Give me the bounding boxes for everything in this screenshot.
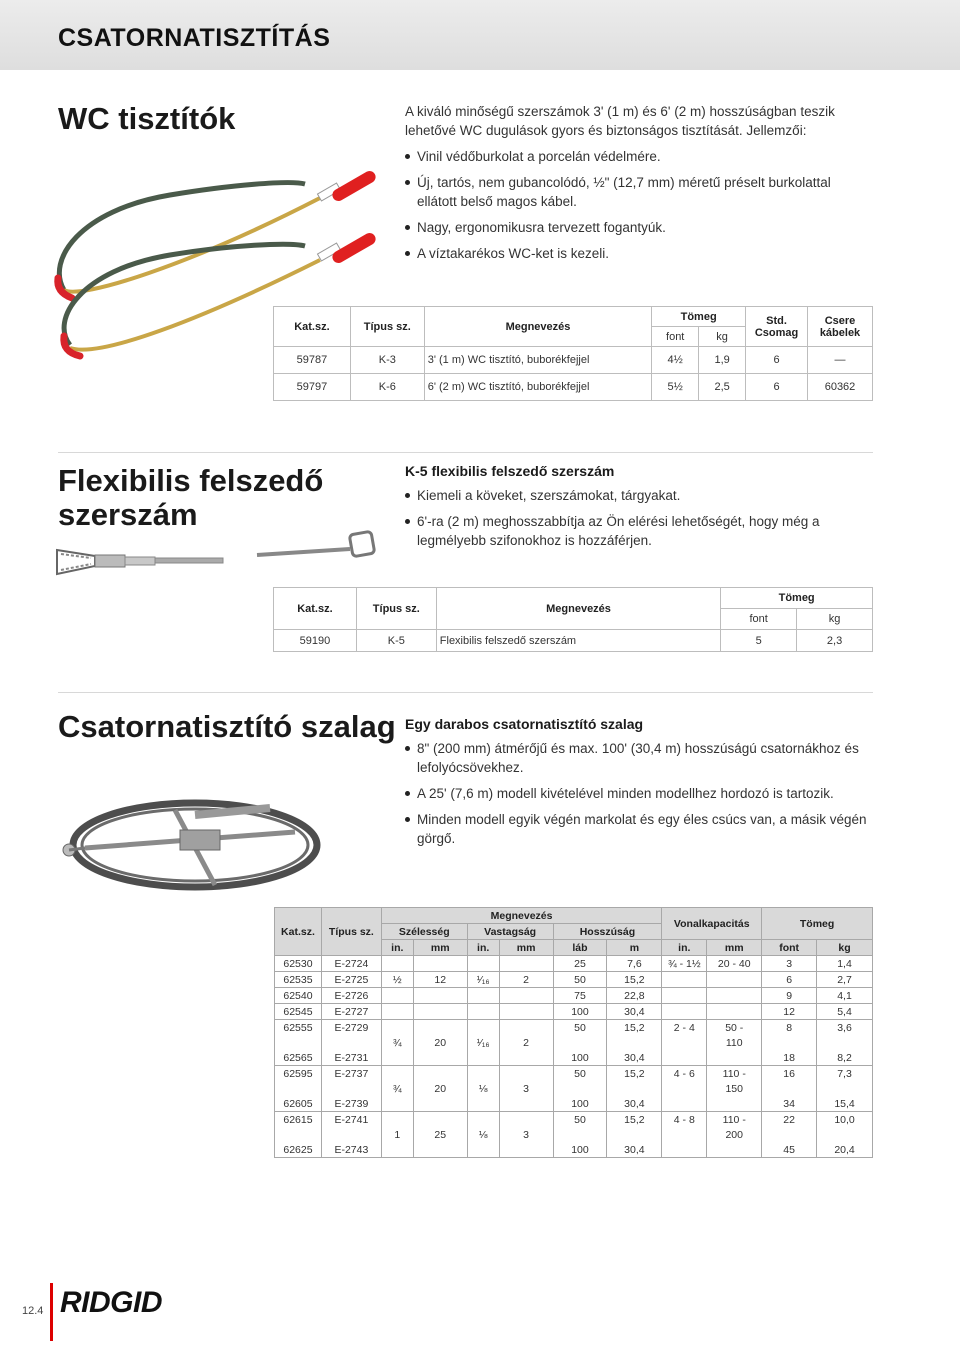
table-cell: 62535 bbox=[275, 972, 322, 988]
table-cell bbox=[662, 1142, 707, 1158]
table-cell: 20,4 bbox=[817, 1142, 873, 1158]
table-cell bbox=[817, 1127, 873, 1142]
section-title-wc: WC tisztítók bbox=[58, 101, 236, 136]
table-cell bbox=[275, 1127, 322, 1142]
col-header-kg: kg bbox=[699, 327, 746, 347]
table-row bbox=[275, 1004, 873, 1020]
table-cell: 15,2 bbox=[607, 972, 662, 988]
table-cell bbox=[381, 1096, 413, 1112]
table-cell bbox=[607, 1035, 662, 1050]
unit-header: in. bbox=[381, 940, 413, 956]
tape-description bbox=[405, 716, 875, 848]
cable-upper bbox=[59, 183, 305, 290]
table-cell bbox=[762, 1081, 817, 1096]
table-cell: 3,6 bbox=[817, 1020, 873, 1036]
flex-description bbox=[405, 463, 865, 550]
tape-bullet: 8" (200 mm) átmérőjű és max. 100' (30,4 m) hosszúságú csatornákhoz és lefolyócsövekhez. bbox=[405, 739, 875, 777]
unit-header: m bbox=[607, 940, 662, 956]
flex-bullet-list bbox=[405, 486, 865, 550]
table-cell bbox=[321, 1081, 381, 1096]
tape-subtitle: Egy darabos csatornatisztító szalag bbox=[405, 716, 644, 732]
table-cell: 7,6 bbox=[607, 956, 662, 972]
table-cell bbox=[662, 1004, 707, 1020]
pickup-claw-image bbox=[55, 540, 225, 582]
unit-header: in. bbox=[467, 940, 499, 956]
col-header-font: font bbox=[721, 609, 797, 630]
table-cell: 15,2 bbox=[607, 1020, 662, 1036]
header-band bbox=[0, 0, 960, 70]
table-cell bbox=[413, 1096, 467, 1112]
table-cell: 15,2 bbox=[607, 1112, 662, 1128]
table-cell bbox=[762, 1127, 817, 1142]
wc-bullet: Új, tartós, nem gubancolódó, ½" (12,7 mm) méretű préselt burkolattal ellátott belső magos kábel. bbox=[405, 173, 865, 211]
table-cell bbox=[467, 1096, 499, 1112]
table-cell bbox=[321, 1035, 381, 1050]
table-cell bbox=[662, 1035, 707, 1050]
table-row bbox=[275, 988, 873, 1004]
table-cell: E-2743 bbox=[321, 1142, 381, 1158]
page-number: 12.4 bbox=[22, 1305, 44, 1317]
table-cell bbox=[707, 1004, 762, 1020]
page-title: CSATORNATISZTÍTÁS bbox=[58, 24, 331, 52]
table-cell bbox=[381, 956, 413, 972]
table-row: 59787 K-3 3' (1 m) WC tisztító, buborékfejjel 4½ 1,9 6 — bbox=[274, 347, 873, 374]
table-cell: E-2739 bbox=[321, 1096, 381, 1112]
col-header-kat: Kat.sz. bbox=[274, 588, 357, 630]
unit-header: in. bbox=[662, 940, 707, 956]
table-cell: 62540 bbox=[275, 988, 322, 1004]
tape-spec-table bbox=[274, 907, 873, 1158]
table-cell bbox=[707, 1142, 762, 1158]
table-cell bbox=[321, 1127, 381, 1142]
table-row bbox=[275, 1142, 873, 1158]
table-cell bbox=[413, 1142, 467, 1158]
sewer-tape-image bbox=[55, 790, 325, 900]
section-title-tape: Csatornatisztító szalag bbox=[58, 709, 396, 744]
table-cell: 100 bbox=[553, 1096, 607, 1112]
table-cell: 30,4 bbox=[607, 1142, 662, 1158]
table-cell: 110 - bbox=[707, 1066, 762, 1082]
table-cell: 16 bbox=[762, 1066, 817, 1082]
table-cell bbox=[499, 1066, 553, 1082]
col-header-tipus: Típus sz. bbox=[321, 908, 381, 956]
table-cell: 2 - 4 bbox=[662, 1020, 707, 1036]
table-cell bbox=[707, 972, 762, 988]
table-cell: 62565 bbox=[275, 1050, 322, 1066]
wc-bullet: Vinil védőburkolat a porcelán védelmére. bbox=[405, 147, 865, 166]
table-cell bbox=[381, 1142, 413, 1158]
table-cell: 20 - 40 bbox=[707, 956, 762, 972]
table-cell bbox=[662, 1127, 707, 1142]
table-cell: E-2731 bbox=[321, 1050, 381, 1066]
table-cell bbox=[467, 956, 499, 972]
table-row bbox=[275, 956, 873, 972]
table-cell: E-2741 bbox=[321, 1112, 381, 1128]
table-cell: ½ bbox=[381, 972, 413, 988]
table-cell: 62605 bbox=[275, 1096, 322, 1112]
col-header-vonal: Vonalkapacitás bbox=[662, 908, 762, 940]
flex-subtitle: K-5 flexibilis felszedő szerszám bbox=[405, 463, 615, 479]
ridgid-logo: RIDGID bbox=[60, 1286, 162, 1319]
table-cell: 4,1 bbox=[817, 988, 873, 1004]
table-cell bbox=[707, 1050, 762, 1066]
table-cell: ⅛ bbox=[467, 1127, 499, 1142]
col-header-tipus: Típus sz. bbox=[356, 588, 436, 630]
table-cell: ¹⁄₁₆ bbox=[467, 972, 499, 988]
table-cell: 150 bbox=[707, 1081, 762, 1096]
table-cell: 62555 bbox=[275, 1020, 322, 1036]
table-cell: 12 bbox=[413, 972, 467, 988]
table-cell: ¾ - 1½ bbox=[662, 956, 707, 972]
table-cell bbox=[381, 1004, 413, 1020]
unit-header: mm bbox=[707, 940, 762, 956]
tape-bullet-list bbox=[405, 739, 875, 848]
unit-header: mm bbox=[413, 940, 467, 956]
table-row bbox=[275, 1112, 873, 1128]
table-cell: 22,8 bbox=[607, 988, 662, 1004]
table-cell: 6 bbox=[762, 972, 817, 988]
table-cell: 4 - 8 bbox=[662, 1112, 707, 1128]
table-cell bbox=[553, 1035, 607, 1050]
table-cell: 50 bbox=[553, 1112, 607, 1128]
col-header-tomeg: Tömeg bbox=[652, 307, 746, 327]
wc-spec-table bbox=[273, 306, 873, 401]
table-row bbox=[275, 1081, 873, 1096]
col-header-megnevezes: Megnevezés bbox=[381, 908, 661, 924]
table-row bbox=[275, 1066, 873, 1082]
table-cell: 22 bbox=[762, 1112, 817, 1128]
table-cell: E-2737 bbox=[321, 1066, 381, 1082]
table-cell: 7,3 bbox=[817, 1066, 873, 1082]
table-cell bbox=[381, 1066, 413, 1082]
table-cell: E-2725 bbox=[321, 972, 381, 988]
col-header-tipus: Típus sz. bbox=[350, 307, 424, 347]
section-title-flex: Flexibilis felszedő szerszám bbox=[58, 463, 324, 533]
table-cell: 3 bbox=[499, 1081, 553, 1096]
table-cell: 62615 bbox=[275, 1112, 322, 1128]
table-cell: ¹⁄₁₆ bbox=[467, 1035, 499, 1050]
table-cell bbox=[381, 1020, 413, 1036]
table-cell bbox=[381, 1050, 413, 1066]
unit-header: láb bbox=[553, 940, 607, 956]
table-cell: 30,4 bbox=[607, 1050, 662, 1066]
col-header-vastagsag: Vastagság bbox=[467, 924, 553, 940]
table-cell bbox=[607, 1081, 662, 1096]
table-row bbox=[275, 1127, 873, 1142]
flex-bullet: 6'-ra (2 m) meghosszabbítja az Ön elérési lehetőségét, hogy még a legmélyebb szifonokhoz is hozzáférjen. bbox=[405, 512, 865, 550]
table-cell bbox=[662, 988, 707, 1004]
col-header-kat: Kat.sz. bbox=[275, 908, 322, 956]
unit-header: mm bbox=[499, 940, 553, 956]
table-cell: 62595 bbox=[275, 1066, 322, 1082]
table-cell bbox=[707, 988, 762, 1004]
table-cell bbox=[499, 988, 553, 1004]
table-cell: 100 bbox=[553, 1004, 607, 1020]
wc-intro-text: A kiváló minőségű szerszámok 3' (1 m) és 6' (2 m) hosszúságban teszik lehetővé WC dugulások gyors és biztonságos tisztítását. Jellemzői: bbox=[405, 104, 835, 138]
unit-header: kg bbox=[817, 940, 873, 956]
table-row bbox=[275, 1035, 873, 1050]
table-cell: 1 bbox=[381, 1127, 413, 1142]
table-row bbox=[275, 972, 873, 988]
table-cell: 12 bbox=[762, 1004, 817, 1020]
table-cell: E-2729 bbox=[321, 1020, 381, 1036]
table-cell: E-2726 bbox=[321, 988, 381, 1004]
pickup-rod-image bbox=[255, 527, 380, 567]
boot-lower bbox=[64, 336, 80, 356]
col-header-megnevezes: Megnevezés bbox=[424, 307, 651, 347]
table-cell bbox=[499, 1142, 553, 1158]
flex-spec-table bbox=[273, 587, 873, 652]
table-cell: 10,0 bbox=[817, 1112, 873, 1128]
table-cell: 30,4 bbox=[607, 1096, 662, 1112]
flex-bullet: Kiemeli a köveket, szerszámokat, tárgyakat. bbox=[405, 486, 865, 505]
table-cell: 2 bbox=[499, 972, 553, 988]
table-cell: 2 bbox=[499, 1035, 553, 1050]
table-cell bbox=[467, 1050, 499, 1066]
table-cell: 50 bbox=[553, 972, 607, 988]
table-cell: 100 bbox=[553, 1142, 607, 1158]
col-header-tomeg: Tömeg bbox=[762, 908, 873, 940]
table-cell: 15,2 bbox=[607, 1066, 662, 1082]
table-cell: 50 bbox=[553, 1066, 607, 1082]
table-cell bbox=[413, 988, 467, 1004]
table-cell bbox=[467, 1142, 499, 1158]
tape-bullet: A 25' (7,6 m) modell kivételével minden modellhez hordozó is tartozik. bbox=[405, 784, 875, 803]
table-cell: 100 bbox=[553, 1050, 607, 1066]
col-header-tomeg: Tömeg bbox=[721, 588, 873, 609]
table-cell bbox=[817, 1035, 873, 1050]
table-cell bbox=[499, 956, 553, 972]
table-row bbox=[275, 1050, 873, 1066]
tape-bullet: Minden modell egyik végén markolat és egy éles csúcs van, a másik végén görgő. bbox=[405, 810, 875, 848]
table-cell bbox=[467, 988, 499, 1004]
table-cell: 34 bbox=[762, 1096, 817, 1112]
table-cell: 18 bbox=[762, 1050, 817, 1066]
table-cell: 3 bbox=[762, 956, 817, 972]
table-cell: 20 bbox=[413, 1081, 467, 1096]
table-cell bbox=[275, 1035, 322, 1050]
table-cell bbox=[467, 1004, 499, 1020]
table-cell: 15,4 bbox=[817, 1096, 873, 1112]
footer-accent-bar bbox=[50, 1283, 53, 1341]
table-cell: 25 bbox=[413, 1127, 467, 1142]
table-row: 59797 K-6 6' (2 m) WC tisztító, buborékfejjel 5½ 2,5 6 60362 bbox=[274, 374, 873, 401]
table-row: 59190 K-5 Flexibilis felszedő szerszám 5 2,3 bbox=[274, 630, 873, 652]
col-header-std: Std. Csomag bbox=[746, 307, 808, 347]
divider bbox=[58, 452, 873, 453]
table-cell: 200 bbox=[707, 1127, 762, 1142]
table-cell bbox=[607, 1127, 662, 1142]
col-header-szelesseg: Szélesség bbox=[381, 924, 467, 940]
wc-bullet: A víztakarékos WC-ket is kezeli. bbox=[405, 244, 865, 263]
table-cell bbox=[662, 1050, 707, 1066]
table-cell bbox=[817, 1081, 873, 1096]
table-cell bbox=[467, 1066, 499, 1082]
table-cell bbox=[467, 1112, 499, 1128]
wc-bullet: Nagy, ergonomikusra tervezett fogantyúk. bbox=[405, 218, 865, 237]
table-cell: 4 - 6 bbox=[662, 1066, 707, 1082]
table-cell: 75 bbox=[553, 988, 607, 1004]
table-cell: 50 bbox=[553, 1020, 607, 1036]
table-cell: ¾ bbox=[381, 1035, 413, 1050]
table-cell: 45 bbox=[762, 1142, 817, 1158]
table-cell: 110 - bbox=[707, 1112, 762, 1128]
table-cell bbox=[499, 1050, 553, 1066]
table-cell bbox=[275, 1081, 322, 1096]
table-cell bbox=[413, 956, 467, 972]
table-cell bbox=[467, 1020, 499, 1036]
table-cell: 50 - bbox=[707, 1020, 762, 1036]
table-cell bbox=[662, 1096, 707, 1112]
table-cell: 62545 bbox=[275, 1004, 322, 1020]
table-cell bbox=[662, 972, 707, 988]
table-cell: 3 bbox=[499, 1127, 553, 1142]
table-cell: 9 bbox=[762, 988, 817, 1004]
table-cell bbox=[413, 1112, 467, 1128]
table-cell bbox=[413, 1050, 467, 1066]
table-cell: ¾ bbox=[381, 1081, 413, 1096]
table-cell: 25 bbox=[553, 956, 607, 972]
col-header-kat: Kat.sz. bbox=[274, 307, 351, 347]
table-cell: 2,7 bbox=[817, 972, 873, 988]
table-cell bbox=[499, 1096, 553, 1112]
table-cell bbox=[413, 1020, 467, 1036]
table-cell: 62530 bbox=[275, 956, 322, 972]
table-cell: 8 bbox=[762, 1020, 817, 1036]
table-cell: 5,4 bbox=[817, 1004, 873, 1020]
col-header-csere: Csere kábelek bbox=[808, 307, 873, 347]
unit-header: font bbox=[762, 940, 817, 956]
table-cell: 8,2 bbox=[817, 1050, 873, 1066]
col-header-hosszusag: Hosszúság bbox=[553, 924, 662, 940]
table-cell: 30,4 bbox=[607, 1004, 662, 1020]
table-cell bbox=[762, 1035, 817, 1050]
table-cell: 110 bbox=[707, 1035, 762, 1050]
table-cell bbox=[413, 1004, 467, 1020]
col-header-font: font bbox=[652, 327, 699, 347]
table-cell: ⅛ bbox=[467, 1081, 499, 1096]
col-header-megnevezes: Megnevezés bbox=[436, 588, 720, 630]
table-cell bbox=[381, 988, 413, 1004]
table-cell: E-2727 bbox=[321, 1004, 381, 1020]
table-cell: 62625 bbox=[275, 1142, 322, 1158]
table-cell bbox=[553, 1127, 607, 1142]
divider bbox=[58, 692, 873, 693]
table-row bbox=[275, 1020, 873, 1036]
table-cell bbox=[381, 1112, 413, 1128]
table-cell: 1,4 bbox=[817, 956, 873, 972]
col-header-kg: kg bbox=[797, 609, 873, 630]
table-cell bbox=[707, 1096, 762, 1112]
wc-intro bbox=[405, 102, 865, 263]
table-cell bbox=[413, 1066, 467, 1082]
table-cell: E-2724 bbox=[321, 956, 381, 972]
table-cell: 20 bbox=[413, 1035, 467, 1050]
table-cell bbox=[499, 1112, 553, 1128]
wc-bullet-list bbox=[405, 147, 865, 263]
table-cell bbox=[499, 1020, 553, 1036]
table-cell bbox=[499, 1004, 553, 1020]
table-cell bbox=[662, 1081, 707, 1096]
table-row bbox=[275, 1096, 873, 1112]
table-cell bbox=[553, 1081, 607, 1096]
